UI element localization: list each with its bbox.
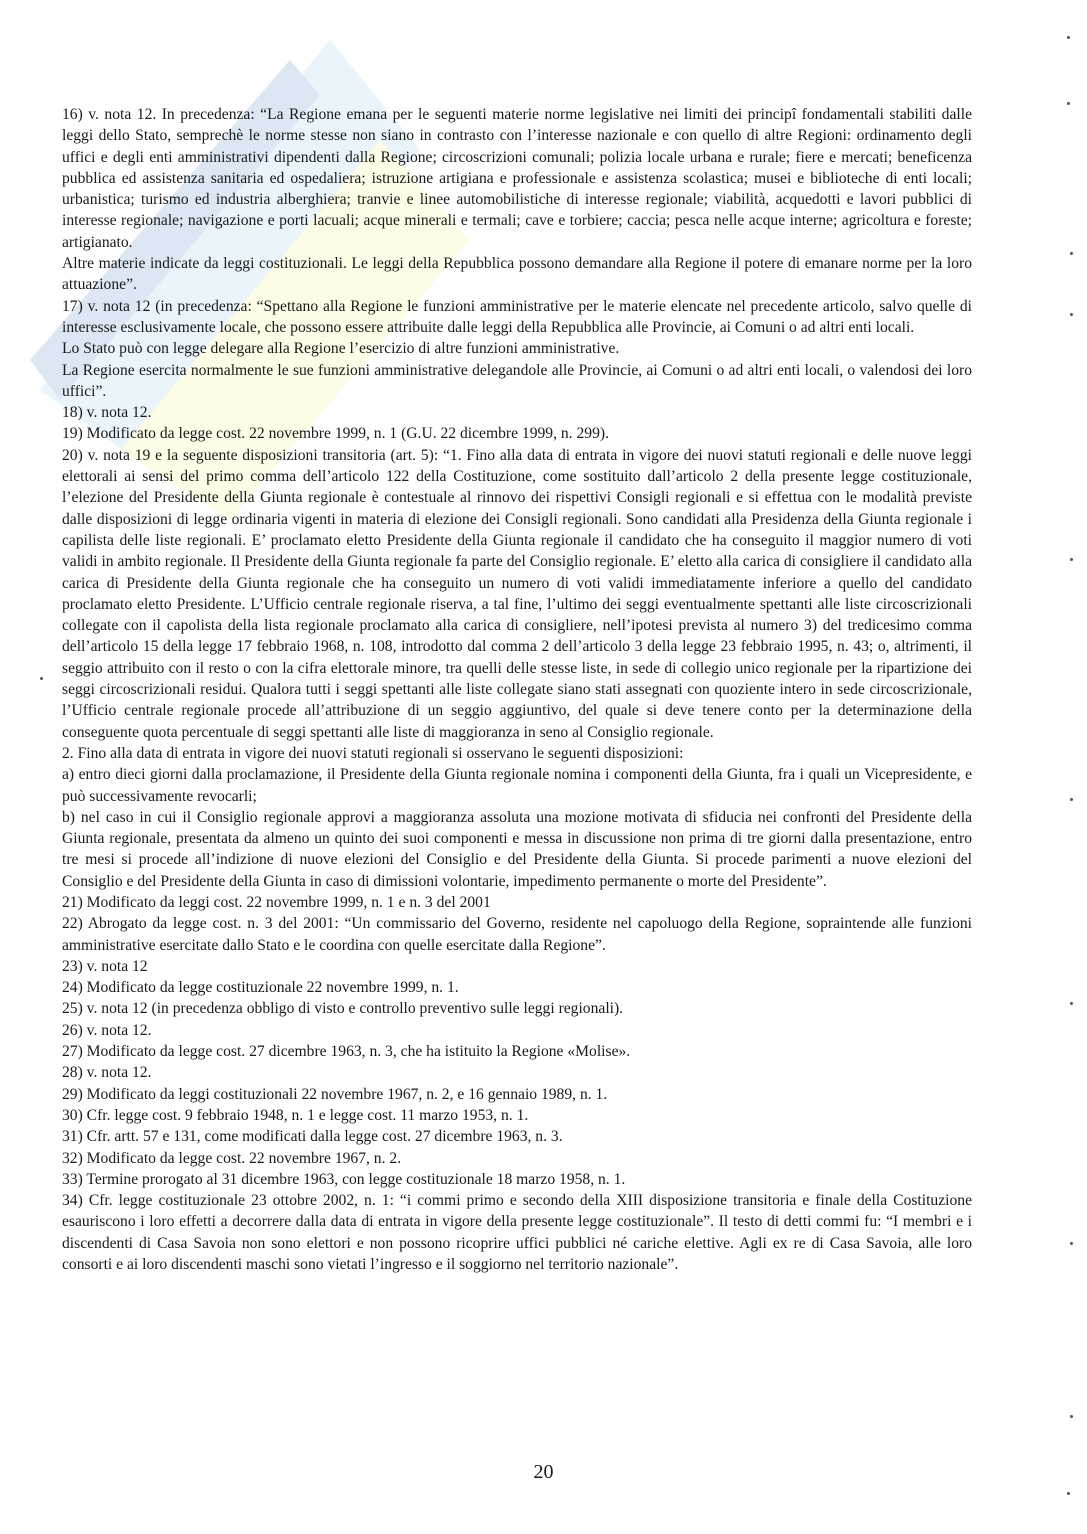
note-21: 21) Modificato da leggi cost. 22 novembre 1999, n. 1 e n. 3 del 2001 [62, 893, 491, 911]
note-17: 17) v. nota 12 (in precedenza: “Spettano alla Regione le funzioni amministrative per le materie elencate nel precedente articolo, salvo quelle di interesse esclusivamente locale, che possono essere attribuite dalle leggi della Repubblica alle Provincie, ai Comuni o ad altri enti locali. [62, 297, 972, 336]
note-24: 24) Modificato da legge costituzionale 22 novembre 1999, n. 1. [62, 979, 459, 997]
note-26: 26) v. nota 12. [62, 1021, 152, 1039]
note-17-paragraph-3: La Regione esercita normalmente le sue funzioni amministrative delegandole alle Provincie, ai Comuni o ad altri enti locali, o valendosi dei loro uffici”. [62, 361, 972, 400]
note-23: 23) v. nota 12 [62, 957, 148, 975]
note-33: 33) Termine prorogato al 31 dicembre 1963, con legge costituzionale 18 marzo 1958, n. 1. [62, 1170, 626, 1188]
scan-speck [1070, 798, 1073, 801]
note-16-continued: Altre materie indicate da leggi costituzionali. Le leggi della Repubblica possono demandare alla Regione il potere di emanare norme per la loro attuazione”. [62, 255, 972, 294]
note-20-item-b: b) nel caso in cui il Consiglio regionale approvi a maggioranza assoluta una mozione motivata di sfiducia nei confronti del Presidente della Giunta regionale, presentata da almeno un quinto dei suoi componenti e messa in discussione non prima di tre giorni dalla presentazione, entro tre mesi si procede all’indizione di nuove elezioni del Consiglio e del Presidente della Giunta. Si procede parimenti a nuove elezioni del Consiglio e del Presidente della Giunta in caso di dimissioni volontarie, impedimento permanente o morte del Presidente”. [62, 808, 972, 890]
note-25: 25) v. nota 12 (in precedenza obbligo di visto e controllo preventivo sulle leggi regionali). [62, 1000, 624, 1018]
scan-speck [1070, 1415, 1073, 1418]
note-31: 31) Cfr. artt. 57 e 131, come modificati dalla legge cost. 27 dicembre 1963, n. 3. [62, 1128, 563, 1146]
note-19: 19) Modificato da legge cost. 22 novembre 1999, n. 1 (G.U. 22 dicembre 1999, n. 299). [62, 425, 609, 443]
scan-speck [1070, 313, 1073, 316]
note-30: 30) Cfr. legge cost. 9 febbraio 1948, n. 1 e legge cost. 11 marzo 1953, n. 1. [62, 1106, 529, 1124]
note-28: 28) v. nota 12. [62, 1064, 152, 1082]
scan-speck [1067, 36, 1070, 39]
scan-speck [1067, 102, 1070, 105]
note-20-paragraph-2: 2. Fino alla data di entrata in vigore dei nuovi statuti regionali si osservano le seguenti disposizioni: [62, 744, 684, 762]
scan-speck [1070, 1002, 1073, 1005]
note-22: 22) Abrogato da legge cost. n. 3 del 2001: “Un commissario del Governo, residente nel capoluogo della Regione, sopraintende alle funzioni amministrative esercitate dallo Stato e le coordina con quelle esercitate dalla Regione”. [62, 915, 972, 954]
note-29: 29) Modificato da leggi costituzionali 22 novembre 1967, n. 2, e 16 gennaio 1989, n. 1. [62, 1085, 608, 1103]
note-17-paragraph-2: Lo Stato può con legge delegare alla Regione l’esercizio di altre funzioni amministrative. [62, 340, 620, 358]
note-18: 18) v. nota 12. [62, 404, 152, 422]
note-32: 32) Modificato da legge cost. 22 novembre 1967, n. 2. [62, 1149, 402, 1167]
note-27: 27) Modificato da legge cost. 27 dicembre 1963, n. 3, che ha istituito la Regione «Molise». [62, 1043, 631, 1061]
scan-speck [1070, 252, 1073, 255]
scan-speck [1070, 1242, 1073, 1245]
note-20: 20) v. nota 19 e la seguente disposizioni transitoria (art. 5): “1. Fino alla data di entrata in vigore dei nuovi statuti regionali e delle nuove leggi elettorali ai sensi del primo comma dell’articolo 122 della Costituzione, come sostituito dall’articolo 2 della presente legge costituzionale, l’elezione del Presidente della Giunta regionale è contestuale al rinnovo dei rispettivi Consigli regionali e si effettua con le modalità previste dalle disposizioni di legge ordinaria vigenti in materia di elezione dei Consigli regionali. Sono candidati alla Presidenza della Giunta regionale i capilista delle liste regionali. E’ proclamato eletto Presidente della Giunta regionale il candidato che ha conseguito il maggior numero di voti validi in ambito regionale. Il Presidente della Giunta regionale fa parte del Consiglio regionale. E’ eletto alla carica di consigliere il candidato alla carica di Presidente della Giunta regionale che ha conseguito un numero di voti validi immediatamente inferiore a quello del candidato proclamato eletto Presidente. L’Ufficio centrale regionale riserva, a tal fine, l’ultimo dei seggi eventualmente spettanti alle liste circoscrizionali collegate con il capolista della lista regionale proclamato alla carica di consigliere, nell’ipotesi prevista al numero 3) del tredicesimo comma dell’articolo 15 della legge 17 febbraio 1968, n. 108, introdotto dal comma 2 dell’articolo 3 della legge 23 febbraio 1995, n. 43; o, altrimenti, il seggio attribuito con il resto o con la cifra elettorale minore, tra quelli delle stesse liste, in sede di collegio unico regionale per la ripartizione dei seggi circoscrizionali residui. Qualora tutti i seggi spettanti alle liste collegate siano stati assegnati con quoziente intero in sede circoscrizionale, l’Ufficio centrale regionale procede all’attribuzione di un seggio aggiuntivo, del quale si deve tenere conto per la determinazione della conseguente quota percentuale di seggi spettanti alle liste di maggioranza in seno al Consiglio regionale. [62, 446, 972, 741]
note-20-item-a: a) entro dieci giorni dalla proclamazione, il Presidente della Giunta regionale nomina i componenti della Giunta, fra i quali un Vicepresidente, e può successivamente revocarli; [62, 766, 972, 805]
scan-speck [40, 677, 43, 680]
note-16: 16) v. nota 12. In precedenza: “La Regione emana per le seguenti materie norme legislative nei limiti dei principî fondamentali stabiliti dalle leggi dello Stato, semprechè le norme stesse non siano in contrasto con l’interesse nazionale e con quello di altre Regioni: ordinamento degli uffici e degli enti amministrativi dipendenti dalla Regione; circoscrizioni comunali; polizia locale urbana e rurale; fiere e mercati; beneficenza pubblica ed assistenza sanitaria ed ospedaliera; istruzione artigiana e professionale e assistenza scolastica; musei e biblioteche di enti locali; urbanistica; turismo ed industria alberghiera; tranvie e linee automobilistiche di interesse regionale; viabilità, acquedotti e lavori pubblici di interesse regionale; navigazione e porti lacuali; acque minerali e termali; cave e torbiere; caccia; pesca nelle acque interne; agricoltura e foreste; artigianato. [62, 106, 972, 251]
note-34: 34) Cfr. legge costituzionale 23 ottobre 2002, n. 1: “i commi primo e secondo della XIII disposizione transitoria e finale della Costituzione esauriscono i loro effetti a decorrere dalla data di entrata in vigore della presente legge costituzionale”. Il testo di detti commi fu: “I membri e i discendenti di Casa Savoia non sono elettori e non possono ricoprire uffici pubblici né cariche elettive. Agli ex re di Casa Savoia, alle loro consorti e ai loro discendenti maschi sono vietati l’ingresso e il soggiorno nel territorio nazionale”. [62, 1192, 972, 1274]
page-number: 20 [533, 1461, 554, 1483]
scan-speck [1070, 558, 1073, 561]
scan-speck [1067, 1492, 1070, 1495]
document-body [62, 104, 972, 1275]
